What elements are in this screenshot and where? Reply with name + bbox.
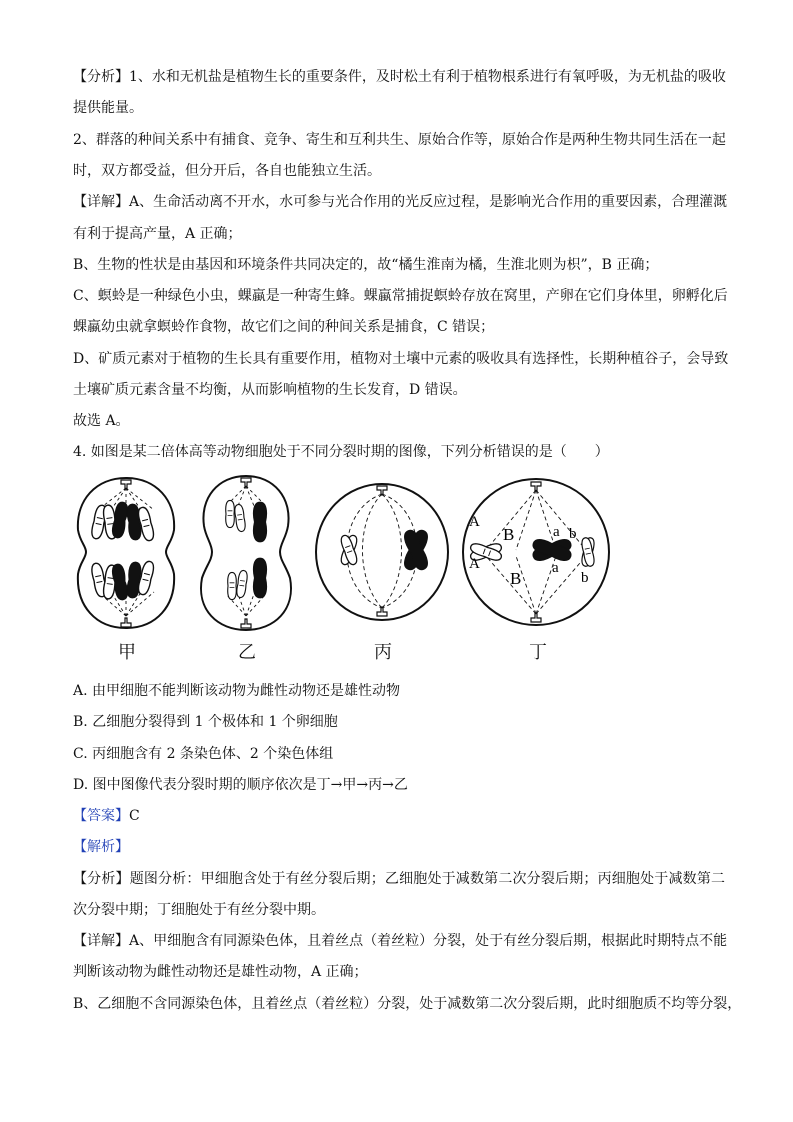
text-line: 有利于提高产量，A 正确； (73, 226, 242, 242)
text-line: 土壤矿质元素含量不均衡，从而影响植物的生长发育，D 错误。 (73, 382, 467, 398)
cell-division-figure (66, 470, 626, 670)
caption-yi: 乙 (238, 642, 256, 663)
option-c: C. 丙细胞含有 2 条染色体、2 个染色体组 (73, 746, 334, 762)
gene-label-B: B (503, 525, 515, 544)
gene-label-B: B (510, 569, 522, 588)
answer-value: C (129, 808, 140, 824)
option-d: D. 图中图像代表分裂时期的顺序依次是丁→甲→丙→乙 (73, 777, 408, 793)
question-stem: 4. 如图是某二倍体高等动物细胞处于不同分裂时期的图像，下列分析错误的是（ ） (73, 444, 609, 460)
text-line: 蜾蠃幼虫就拿螟蛉作食物，故它们之间的种间关系是捕食，C 错误； (73, 319, 495, 335)
text-line: B、生物的性状是由基因和环境条件共同决定的，故“橘生淮南为橘，生淮北则为枳”，B 正确； (73, 257, 659, 273)
text-line: 判断该动物为雌性动物还是雄性动物，A 正确； (73, 964, 368, 980)
cell-ding (463, 479, 609, 625)
caption-ding: 丁 (529, 642, 547, 663)
cell-yi (201, 476, 291, 630)
text-line: C、螟蛉是一种绿色小虫，蜾蠃是一种寄生蜂。蜾蠃常捕捉螟蛉存放在窝里，产卵在它们身体里，卵孵化后 (73, 288, 728, 304)
cell-bing (316, 484, 448, 620)
text-line: D、矿质元素对于植物的生长具有重要作用，植物对土壤中元素的吸收具有选择性，长期种植谷子，会导致 (73, 351, 729, 367)
answer-label: 【答案】 (73, 808, 129, 824)
gene-label-b: b (569, 526, 577, 542)
text-line: 故选 A。 (73, 413, 130, 429)
text-line: 时，双方都受益，但分开后，各自也能独立生活。 (73, 163, 381, 179)
gene-label-a: a (552, 560, 559, 576)
gene-label-a: a (553, 524, 560, 540)
cell-diagrams (66, 470, 626, 640)
text-line: 【详解】A、甲细胞含有同源染色体，且着丝点（着丝粒）分裂，处于有丝分裂后期，根据此时期特点不能 (73, 933, 728, 949)
gene-label-b: b (581, 570, 589, 586)
gene-label-A: A (469, 556, 480, 572)
text-line: 2、群落的种间关系中有捕食、竞争、寄生和互利共生、原始合作等，原始合作是两种生物共同生活在一起 (73, 132, 726, 148)
answer-line (73, 807, 725, 825)
text-line: 【分析】题图分析：甲细胞含处于有丝分裂后期；乙细胞处于减数第二次分裂后期；丙细胞处于减数第二 (73, 871, 725, 887)
text-line: B、乙细胞不含同源染色体，且着丝点（着丝粒）分裂，处于减数第二次分裂后期，此时细胞质不均等分裂， (73, 996, 742, 1012)
analysis-label: 【解析】 (73, 839, 129, 855)
option-a: A. 由甲细胞不能判断该动物为雌性动物还是雄性动物 (73, 683, 401, 699)
caption-bing: 丙 (374, 642, 392, 663)
text-line: 【详解】A、生命活动离不开水，水可参与光合作用的光反应过程，是影响光合作用的重要因素，合理灌溉 (73, 194, 728, 210)
gene-label-A: A (469, 514, 480, 530)
text-line: 提供能量。 (73, 100, 143, 116)
caption-jia: 甲 (118, 642, 136, 663)
cell-jia (78, 478, 174, 628)
option-b: B. 乙细胞分裂得到 1 个极体和 1 个卵细胞 (73, 714, 338, 730)
text-line: 次分裂中期；丁细胞处于有丝分裂中期。 (73, 902, 325, 918)
text-line: 【分析】1、水和无机盐是植物生长的重要条件，及时松土有利于植物根系进行有氧呼吸，为无机盐的吸收 (73, 69, 726, 85)
